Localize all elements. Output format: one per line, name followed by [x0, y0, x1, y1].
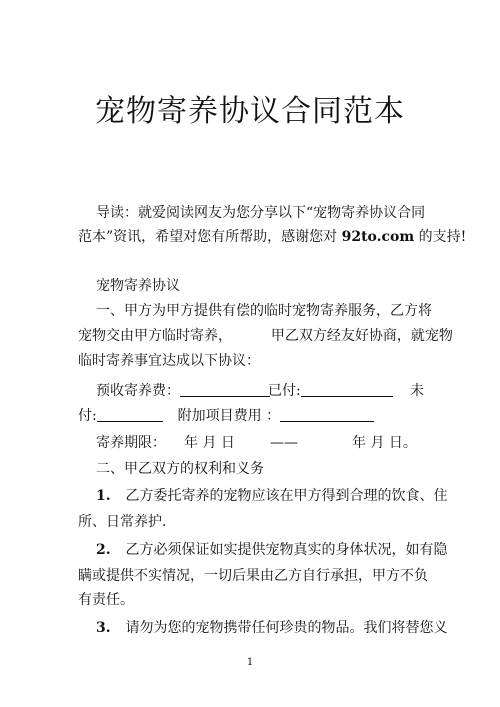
intro-line-1: 导读：就爱阅读网友为您分享以下“宠物寄养协议合同 [96, 205, 426, 221]
paid-field [268, 381, 393, 401]
item3-line-1: 3. 请勿为您的宠物携带任何珍贵的物品。我们将替您义 [96, 620, 448, 636]
fee-line-2 [78, 406, 374, 426]
period-date-start: 年 月 日 [184, 435, 235, 451]
prepay-label: 预收寄养费： [96, 383, 180, 399]
fee-line-1 [96, 381, 270, 401]
page-number: 1 [246, 657, 254, 668]
item2-number: 2. [96, 542, 111, 558]
prepay-blank [180, 382, 270, 397]
period-label: 寄养期限： [96, 435, 166, 451]
clause2-heading: 二、甲乙双方的权利和义务 [96, 461, 264, 477]
period-dash: —— [270, 435, 298, 451]
unpaid-label-a: 未 [410, 383, 424, 399]
site-name: 92to.com [341, 229, 415, 245]
period-date-end: 年 月 日。 [352, 435, 417, 451]
paid-label: 已付: [268, 383, 301, 399]
item2-line-3: 有责任。 [78, 592, 134, 608]
agreement-heading: 宠物寄养协议 [96, 278, 180, 294]
unpaid-blank [97, 407, 163, 422]
clause1-line-3: 临时寄养事宜达成以下协议： [78, 353, 260, 369]
item1-line-2: 所、日常养护. [78, 514, 167, 530]
clause1-line-1: 一、甲方为甲方提供有偿的临时宠物寄养服务，乙方将 [96, 303, 432, 319]
item3-number: 3. [96, 620, 111, 636]
document-title: 宠物寄养协议合同范本 [95, 94, 405, 129]
item2-line-2: 瞒或提供不实情况，一切后果由乙方自行承担，甲方不负 [78, 568, 428, 584]
clause1-line-2: 宠物交由甲方临时寄养， 甲乙双方经友好协商，就宠物 [78, 328, 453, 344]
extra-fee-blank [280, 407, 374, 422]
item1-line-1: 1. 乙方委托寄养的宠物应该在甲方得到合理的饮食、住 [96, 488, 448, 504]
paid-blank [301, 382, 393, 397]
item2-line-1: 2. 乙方必须保证如实提供宠物真实的身体状况，如有隐 [96, 542, 448, 558]
unpaid-label-b: 付: [78, 408, 97, 424]
extra-fee-label: 附加项目费用 ： [177, 408, 281, 424]
item1-number: 1. [96, 488, 111, 504]
intro-line-2: 范本”资讯，希望对您有所帮助，感谢您对 92to.com 的支持! [78, 229, 467, 245]
